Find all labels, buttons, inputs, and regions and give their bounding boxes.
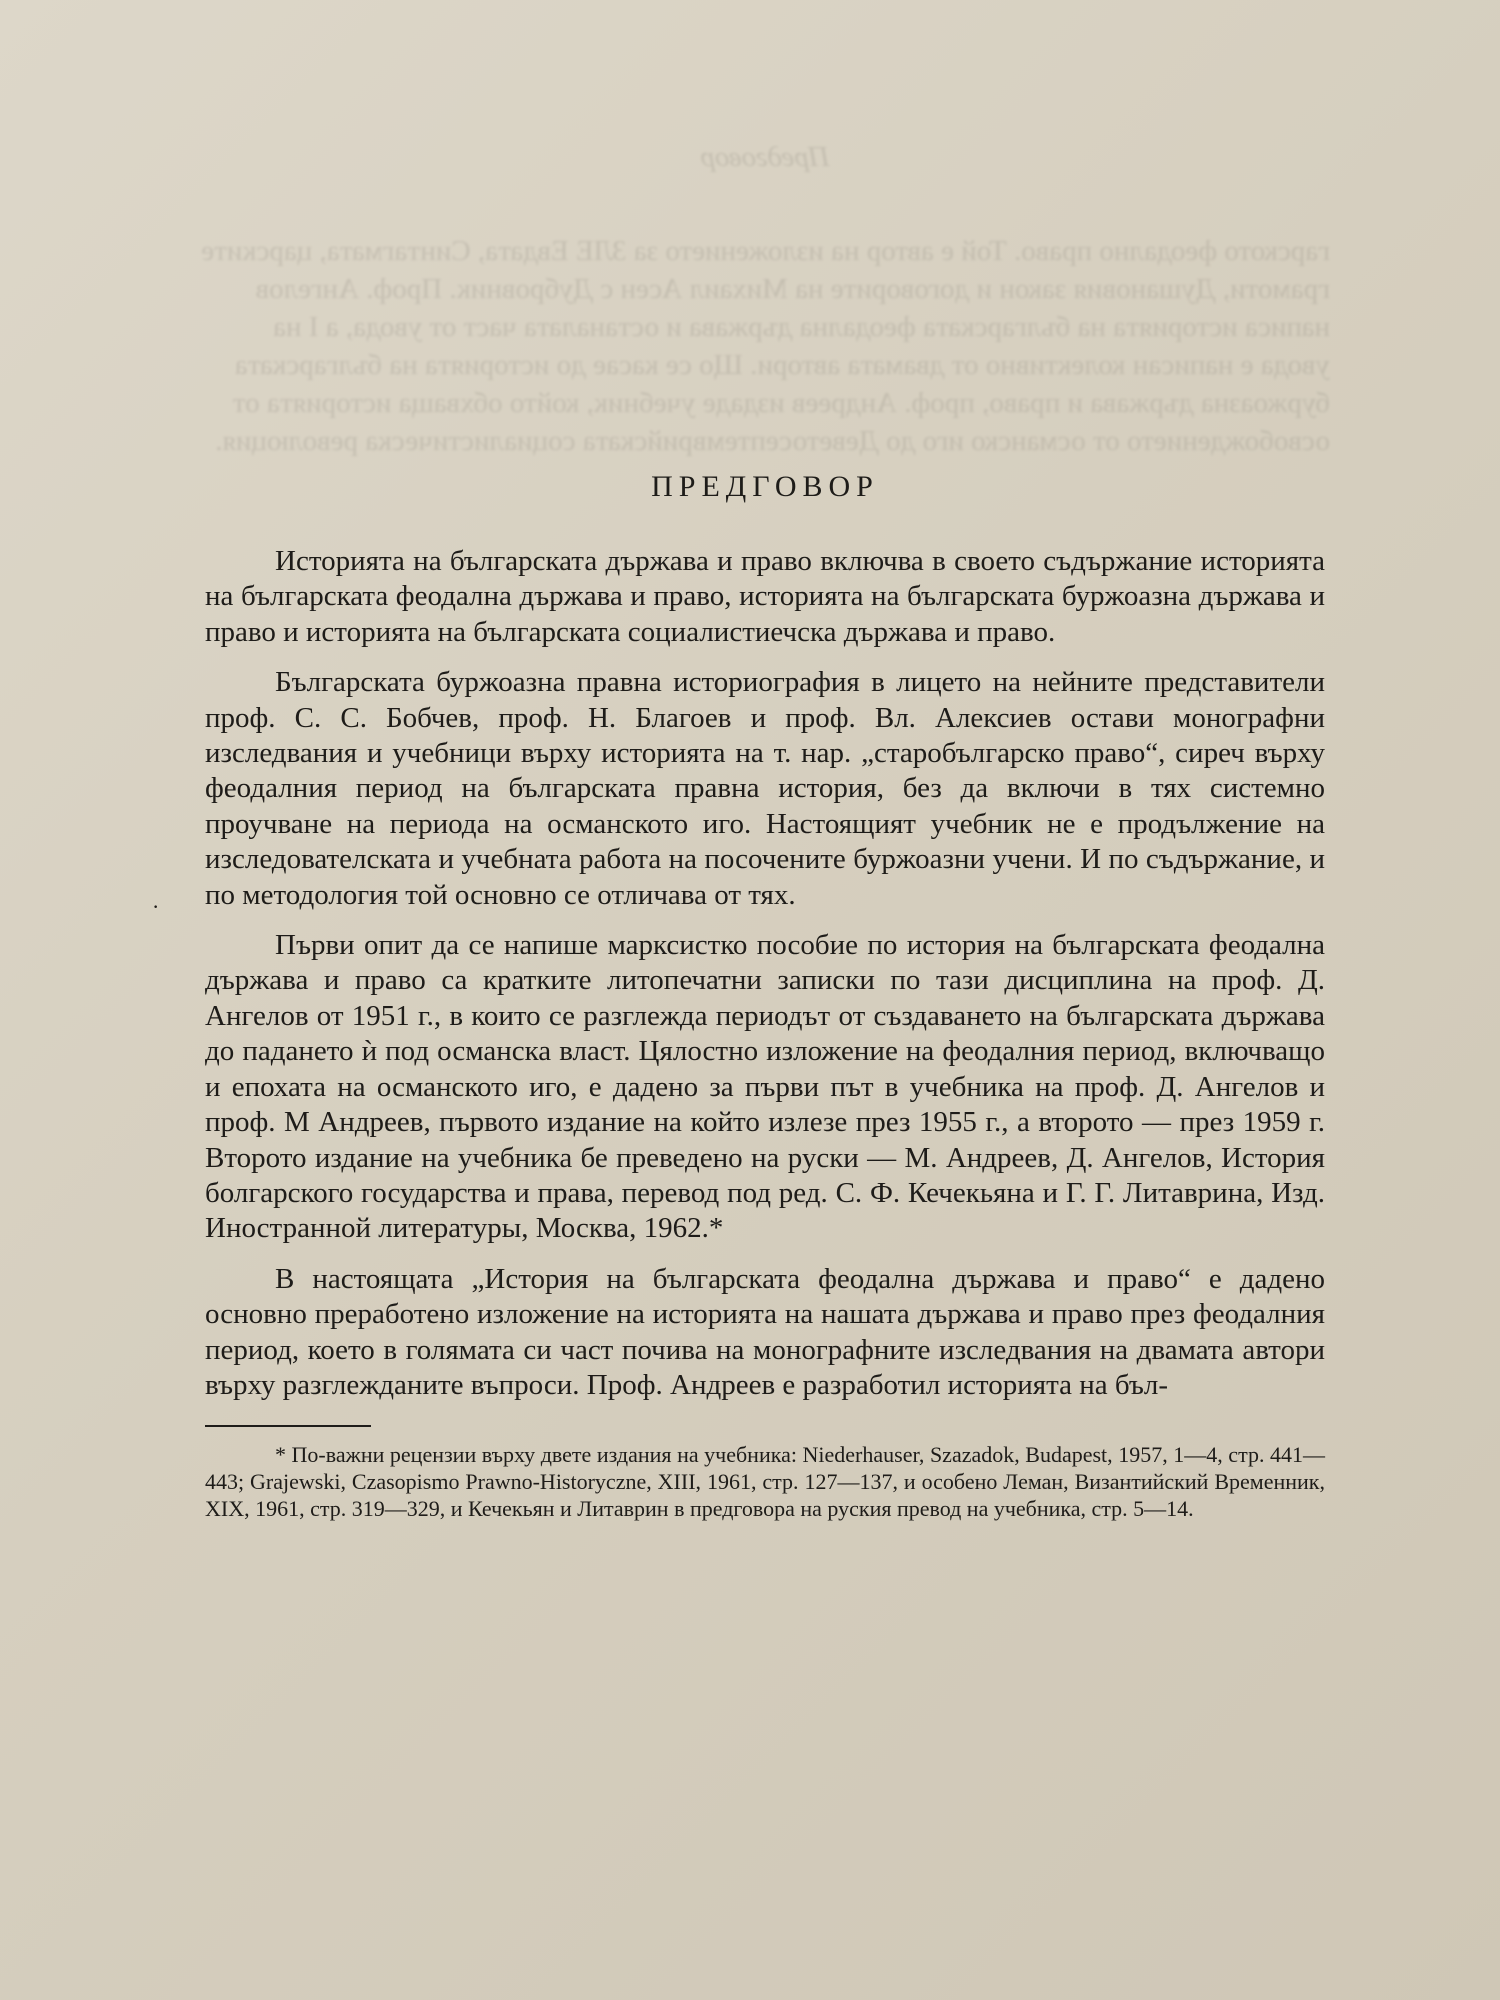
- footnote-divider: [205, 1425, 371, 1427]
- bleed-through-header: Предговор: [700, 141, 830, 173]
- paragraph-1: Историята на българската държава и право включва в своето съдържание историята на българската феодална държава и право, историята на българската буржоазна държава и право и историята на българската социалистиечска държава и право.: [205, 545, 1325, 648]
- paragraph-4: В настоящата „История на българската феодална държава и право“ е дадено основно преработено изложение на историята на нашата държава и право през феодалния период, което в голямата си част почива на монографните изследвания на двамата автори върху разглежданите въпроси. Проф. Андреев е разработил историята на бъл-: [205, 1262, 1325, 1401]
- page-content: [205, 470, 1325, 1522]
- page-title: ПРЕДГОВОР: [651, 470, 879, 503]
- bleed-through-text: [200, 100, 1330, 498]
- footnote: * По-важни рецензии върху двете издания на учебника: Niederhauser, Szazadok, Budapest, 1957, 1—4, стр. 441—443; Grajewski, Czasopismo Prawno-Historyczne, XIII, 1961, стр. 127—137, и особено Леман, Византийский Временник, XIX, 1961, стр. 319—329, и Кечекьян и Литаврин в предговора на руския превод на учебника, стр. 5—14.: [205, 1442, 1325, 1522]
- margin-pencil-mark: ·: [152, 894, 160, 919]
- bleed-through-body: гарското феодално право. Той е автор на изложението за ЗЛЕ Евдата, Синтагмата, царските грамоти, Душановия закон и договорите на Михаил Асен с Дубровник. Проф. Ангелов написа историята на българската феодална държава и останалата част от увода, а I на увода е написан колективно от двамата автори. Що се касае до историята на българската буржоазна държава и право, проф. Андреев издаде учебник, който обхваща историята от освобождението от османско иго до Деветосептемврийската социалистическа революция.: [201, 235, 1330, 457]
- paragraph-3: Първи опит да се напише марксистко пособие по история на българската феодална държава и право са кратките литопечатни записки по тази дисциплина на проф. Д. Ангелов от 1951 г., в които се разглежда периодът от създаването на българската държава до падането ѝ под османска власт. Цялостно изложение на феодалния период, включващо и епохата на османското иго, е дадено за първи път в учебника на проф. Д. Ангелов и проф. М Андреев, първото издание на който излезе през 1955 г., а второто — през 1959 г. Второто издание на учебника бе преведено на руски — М. Андреев, Д. Ангелов, История болгарского государства и права, перевод под ред. С. Ф. Кечекьяна и Г. Г. Литаврина, Изд. Иностранной литературы, Москва, 1962.*: [205, 929, 1325, 1245]
- paragraph-2: Българската буржоазна правна историография в лицето на нейните представители проф. С. С. Бобчев, проф. Н. Благоев и проф. Вл. Алексиев остави монографни изследвания и учебници върху историята на т. нар. „старобългарско право“, сиреч върху феодалния период на българската правна история, без да включи в тях системно проучване на периода на османското иго. Настоящият учебник не е продължение на изследователската и учебната работа на посочените буржоазни учени. И по съдържание, и по методология той основно се отличава от тях.: [205, 666, 1325, 911]
